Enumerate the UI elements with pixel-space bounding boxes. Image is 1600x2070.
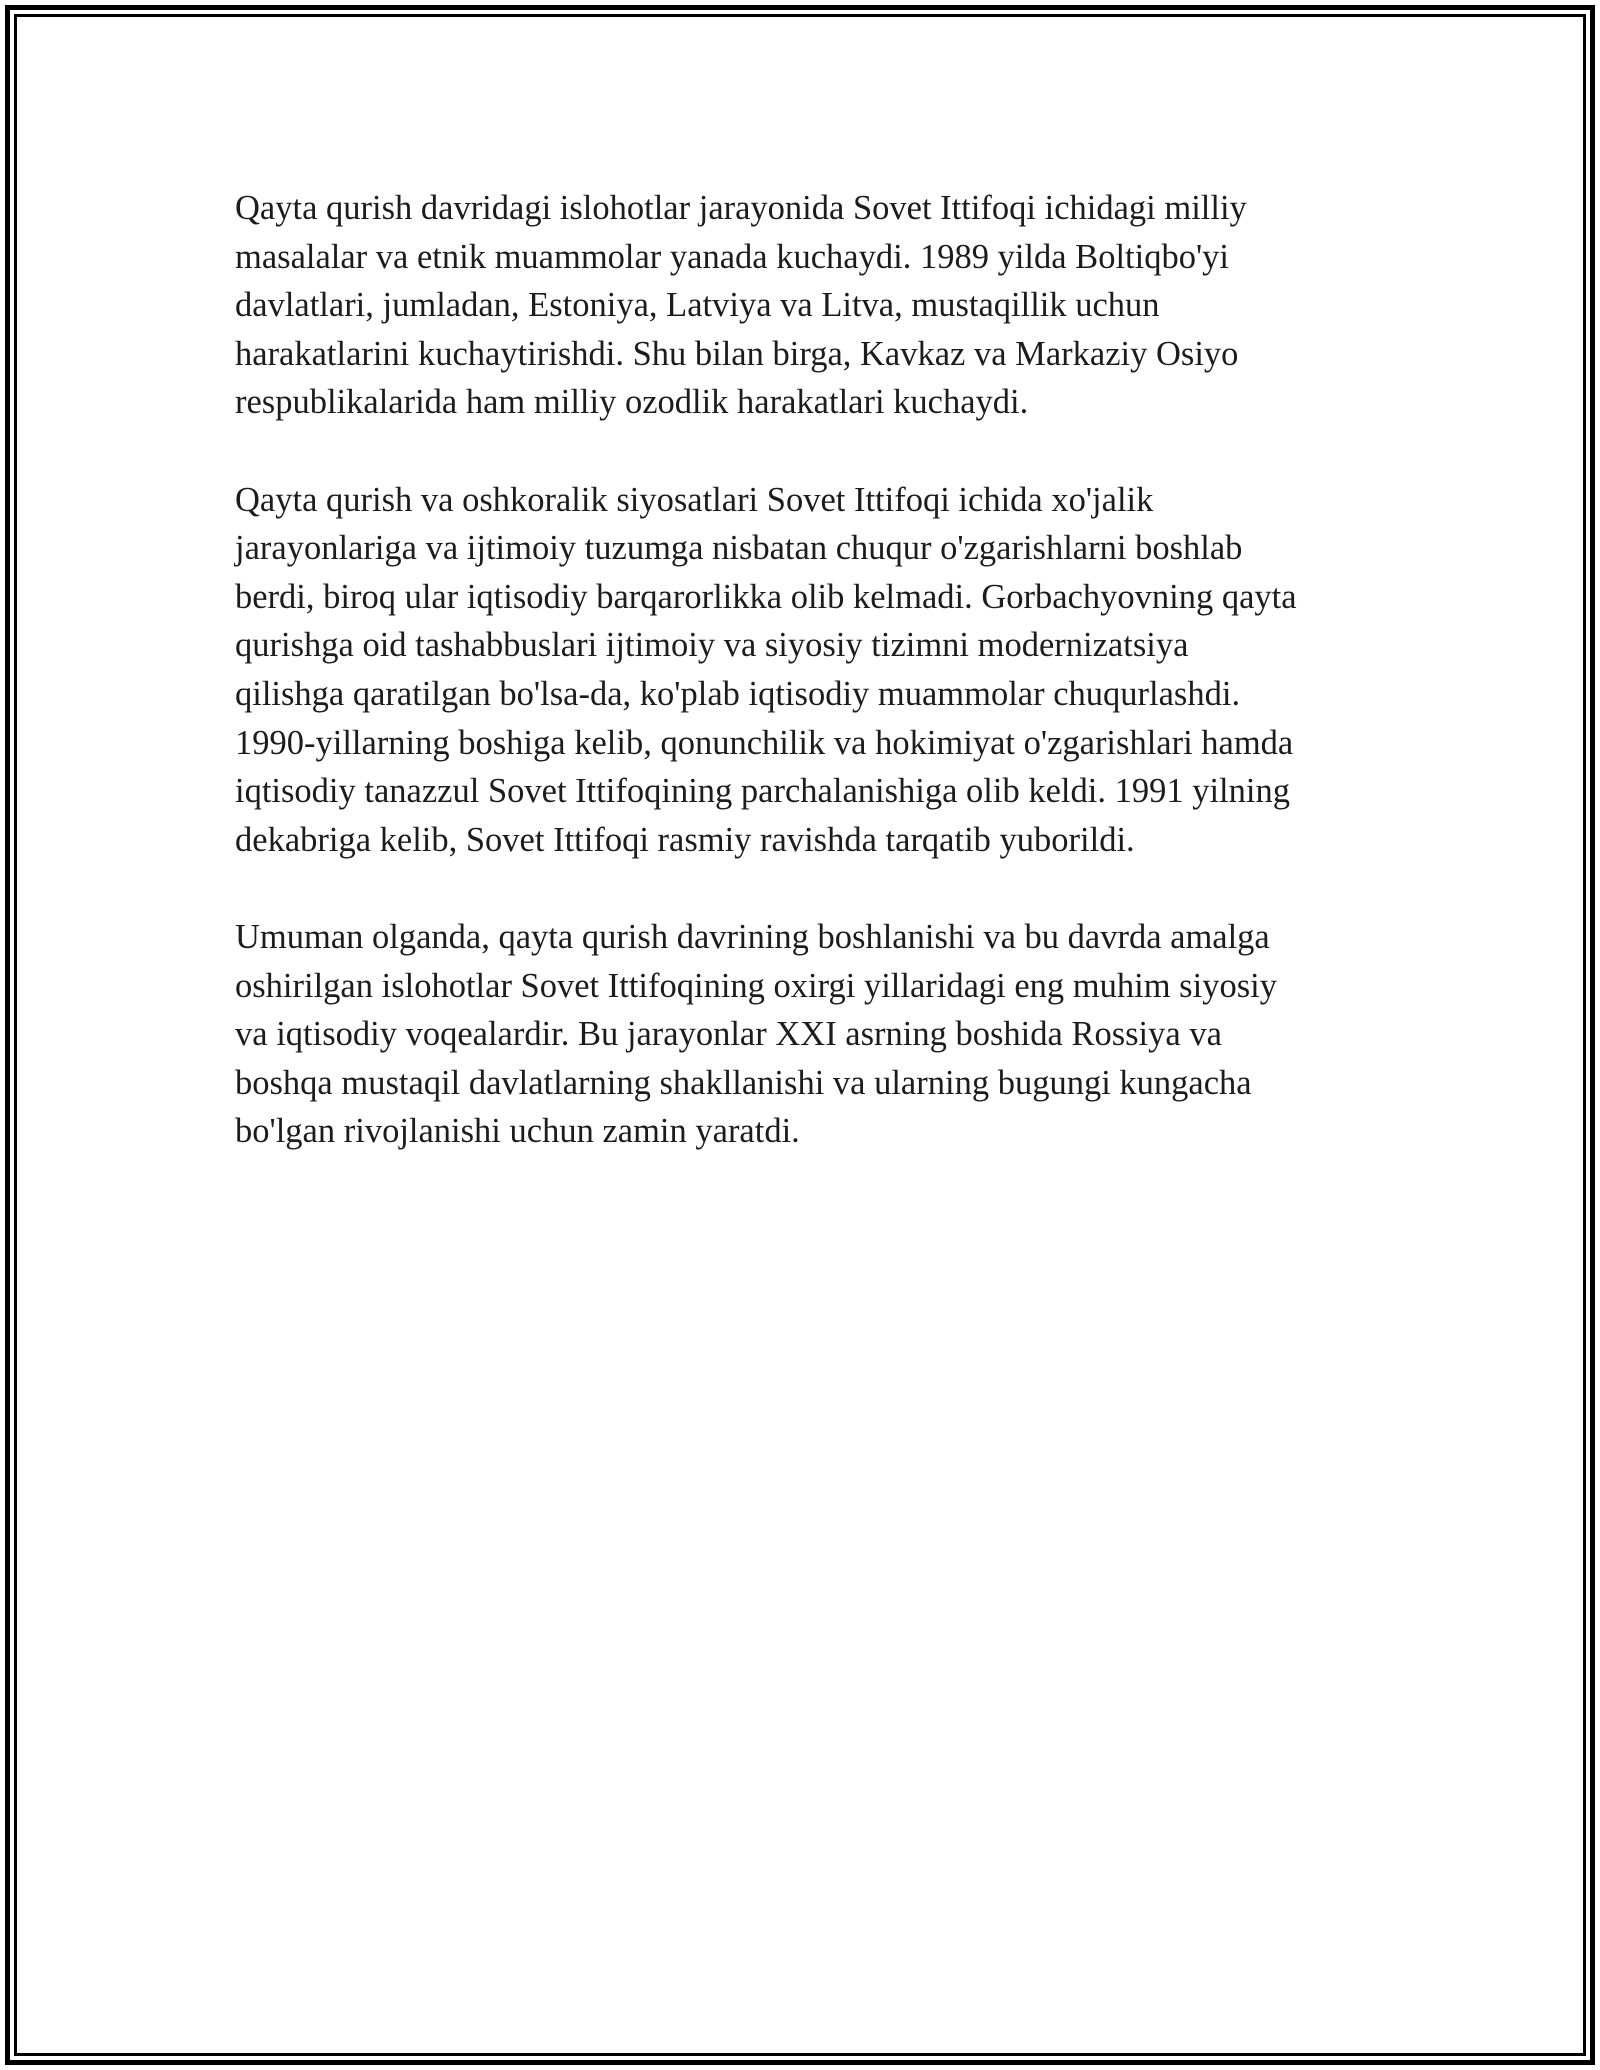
paragraph-1: Qayta qurish davridagi islohotlar jarayonida Sovet Ittifoqi ichidagi milliy masalalar va etnik muammolar yanada kuchaydi. 1989 yilda Boltiqbo'yi davlatlari, jumladan, Estoniya, Latviya va Litva, mustaqillik uchun harakatlarini kuchaytirishdi. Shu bilan birga, Kavkaz va Markaziy Osiyo respublikalarida ham milliy ozodlik harakatlari kuchaydi. — [235, 189, 1247, 422]
document-body — [235, 184, 1375, 1204]
paragraph-3: Umuman olganda, qayta qurish davrining boshlanishi va bu davrda amalga oshirilgan islohotlar Sovet Ittifoqining oxirgi yillaridagi eng muhim siyosiy va iqtisodiy voqealardir. Bu jarayonlar XXI asrning boshida Rossiya va boshqa mustaqil davlatlarning shakllanishi va ularning bugungi kungacha bo'lgan rivojlanishi uchun zamin yaratdi. — [235, 917, 1277, 1151]
paragraph-2: Qayta qurish va oshkoralik siyosatlari Sovet Ittifoqi ichida xo'jalik jarayonlariga va ijtimoiy tuzumga nisbatan chuqur o'zgarishlarni boshlab berdi, biroq ular iqtisodiy barqarorlikka olib kelmadi. Gorbachyovning qayta qurishga oid tashabbuslari ijtimoiy va siyosiy tizimni modernizatsiya qilishga qaratilgan bo'lsa-da, ko'plab iqtisodiy muammolar chuqurlashdi. 1990-yillarning boshiga kelib, qonunchilik va hokimiyat o'zgarishlari hamda iqtisodiy tanazzul Sovet Ittifoqining parchalanishiga olib keldi. 1991 yilning dekabriga kelib, Sovet Ittifoqi rasmiy ravishda tarqatib yuborildi. — [235, 480, 1297, 859]
